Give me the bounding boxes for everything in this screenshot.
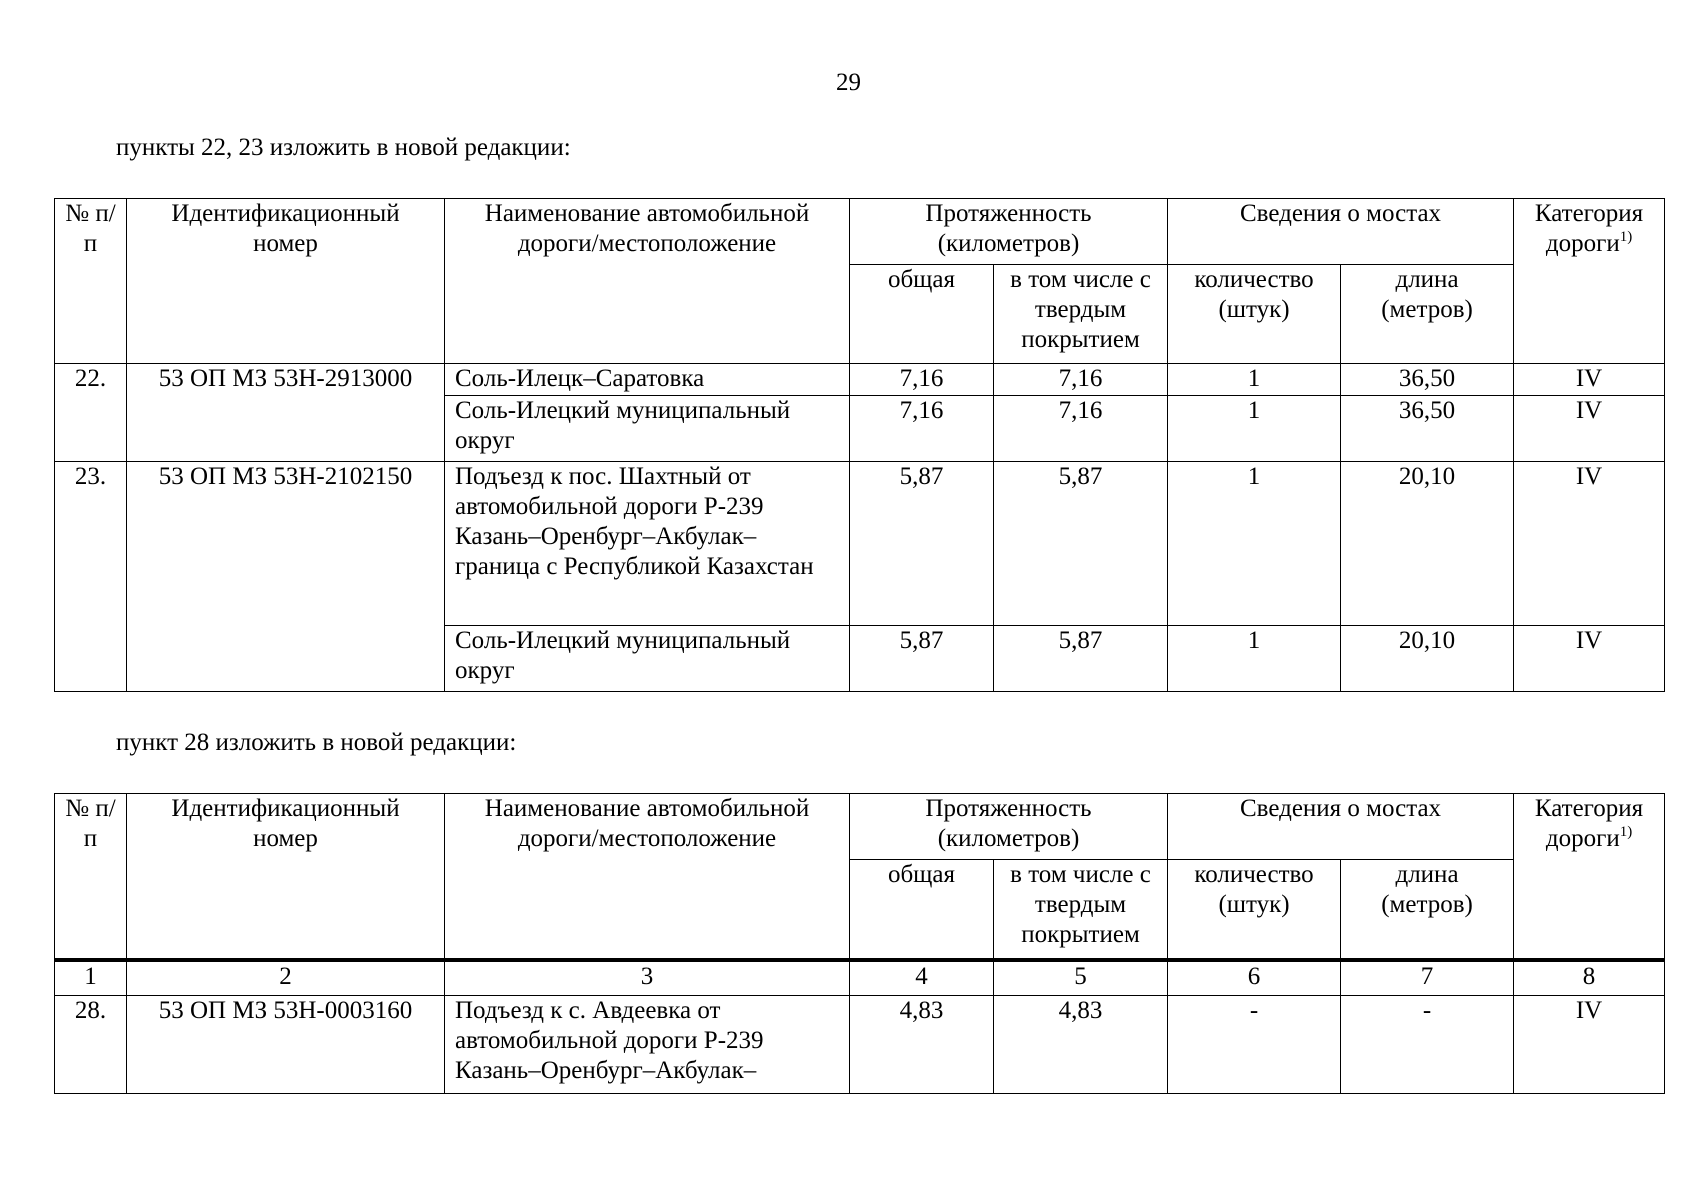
header-category-label: Категория дороги [1534,795,1644,852]
header-bridges-length: длина (метров) [1341,860,1514,961]
cell-category: IV [1514,396,1665,462]
cell-length-hard: 5,87 [994,462,1168,626]
cell-name: Подъезд к пос. Шахтный от автомобильной дороги Р-239 Казань–Оренбург–Акбулак–граница с Республикой Казахстан [445,462,850,626]
header-bridges-length: длина (метров) [1341,265,1514,364]
cell-category: IV [1514,996,1665,1094]
intro-text-items-22-23: пункты 22, 23 изложить в новой редакции: [116,134,571,161]
header-category-footnote: 1) [1619,824,1633,840]
table-row-22 [55,364,1665,396]
header-row [55,794,1665,860]
header-category [1514,199,1665,364]
header-bridges-count: количество (штук) [1168,860,1341,961]
cell-bridges-length: - [1341,996,1514,1094]
header-row [55,199,1665,265]
table-row-23 [55,462,1665,626]
cell-category: IV [1514,462,1665,626]
header-name: Наименование автомобильной дороги/местоположение [445,199,850,364]
header-id: Идентификационный номер [127,199,445,364]
column-number: 1 [55,960,127,996]
header-category-label: Категория дороги [1534,200,1644,257]
header-num: № п/п [55,199,127,364]
cell-length-total: 7,16 [850,364,994,396]
cell-length-hard: 4,83 [994,996,1168,1094]
cell-bridges-count: 1 [1168,364,1341,396]
table-row-28 [55,996,1665,1094]
cell-bridges-length: 36,50 [1341,396,1514,462]
cell-bridges-length: 36,50 [1341,364,1514,396]
cell-id: 53 ОП МЗ 53Н-2913000 [127,364,445,462]
cell-id: 53 ОП МЗ 53Н-0003160 [127,996,445,1094]
header-bridges: Сведения о мостах [1168,199,1514,265]
header-name: Наименование автомобильной дороги/местоположение [445,794,850,961]
cell-name: Подъезд к с. Авдеевка от автомобильной дороги Р-239 Казань–Оренбург–Акбулак– [445,996,850,1094]
column-number-row [55,960,1665,996]
header-length: Протяженность (километров) [850,794,1168,860]
cell-bridges-length: 20,10 [1341,626,1514,692]
cell-length-hard: 7,16 [994,364,1168,396]
cell-bridges-length: 20,10 [1341,462,1514,626]
cell-length-hard: 5,87 [994,626,1168,692]
cell-name: Соль-Илецкий муниципальный округ [445,626,850,692]
cell-name: Соль-Илецк–Саратовка [445,364,850,396]
header-length: Протяженность (километров) [850,199,1168,265]
cell-length-total: 4,83 [850,996,994,1094]
header-length-total: общая [850,265,994,364]
header-category-footnote: 1) [1619,229,1633,245]
cell-length-total: 5,87 [850,462,994,626]
cell-name: Соль-Илецкий муниципальный округ [445,396,850,462]
cell-bridges-count: - [1168,996,1341,1094]
page-number: 29 [836,69,861,96]
column-number: 8 [1514,960,1665,996]
header-category [1514,794,1665,961]
roads-table-item-28 [54,793,1665,1094]
column-number: 3 [445,960,850,996]
cell-length-total: 7,16 [850,396,994,462]
cell-length-hard: 7,16 [994,396,1168,462]
cell-num: 23. [55,462,127,692]
column-number: 6 [1168,960,1341,996]
header-length-hard: в том числе с твердым покрытием [994,860,1168,961]
cell-length-total: 5,87 [850,626,994,692]
column-number: 7 [1341,960,1514,996]
cell-bridges-count: 1 [1168,626,1341,692]
header-bridges: Сведения о мостах [1168,794,1514,860]
column-number: 5 [994,960,1168,996]
column-number: 4 [850,960,994,996]
cell-bridges-count: 1 [1168,462,1341,626]
cell-num: 28. [55,996,127,1094]
intro-text-item-28: пункт 28 изложить в новой редакции: [116,729,517,756]
header-num: № п/п [55,794,127,961]
cell-bridges-count: 1 [1168,396,1341,462]
cell-id: 53 ОП МЗ 53Н-2102150 [127,462,445,692]
column-number: 2 [127,960,445,996]
header-id: Идентификационный номер [127,794,445,961]
header-length-hard: в том числе с твердым покрытием [994,265,1168,364]
cell-category: IV [1514,364,1665,396]
header-length-total: общая [850,860,994,961]
cell-num: 22. [55,364,127,462]
header-bridges-count: количество (штук) [1168,265,1341,364]
cell-category: IV [1514,626,1665,692]
roads-table-items-22-23 [54,198,1665,692]
